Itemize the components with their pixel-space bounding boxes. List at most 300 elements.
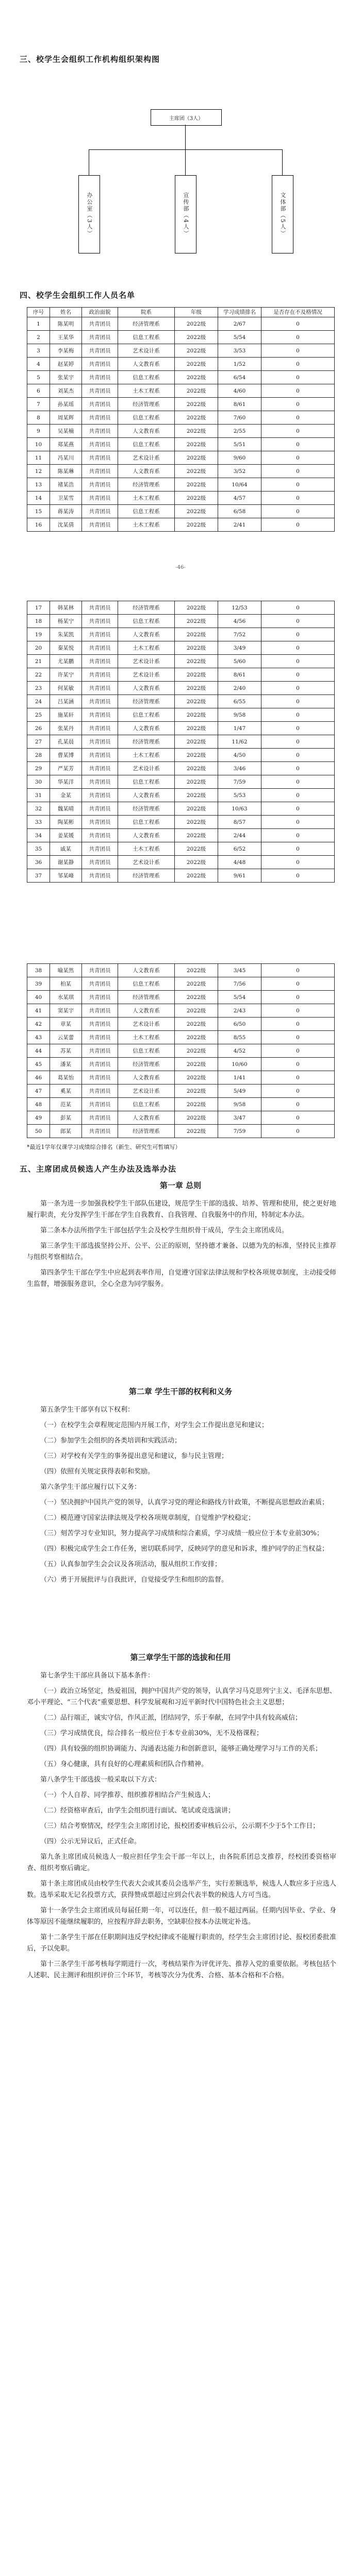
table-cell: 0 — [261, 331, 335, 344]
paragraph: （四）具有较强的组织协调能力、沟通表达能力和创新意识，能够正确处理学习与工作的关系； — [40, 1745, 322, 1753]
table-cell: 信息工程系 — [118, 1044, 175, 1058]
paragraph: （四）积极完成学生会工作任务，密切联系同学，反映同学的意见和诉求，维护同学的正当权益； — [40, 1545, 329, 1553]
table-row — [27, 977, 335, 991]
table-cell: 0 — [261, 1111, 335, 1125]
table-row — [27, 398, 335, 411]
table-row — [27, 1125, 335, 1138]
table-cell: 7 — [27, 398, 50, 411]
table-cell: 共青团员 — [82, 775, 118, 789]
table-cell: 2022级 — [175, 682, 218, 695]
paragraph: 第九条主席团成员候选人一般应担任学生会干部一年以上，由各院系团总支推荐，经校团委资格审查、组织考察后确定。 — [27, 1853, 336, 1872]
table-cell: 33 — [27, 816, 50, 829]
table-cell: 5/51 — [218, 438, 261, 451]
table-cell: 26 — [27, 722, 50, 735]
table-cell: 施某轩 — [50, 708, 82, 722]
table-cell: 6/55 — [218, 695, 261, 708]
table-cell: 杨某宁 — [50, 615, 82, 628]
table-cell: 7/60 — [218, 411, 261, 425]
table-cell: 3 — [27, 344, 50, 358]
paragraph: （一）坚决拥护中国共产党的领导，认真学习党的理论和路线方针政策，不断提高思想政治素质； — [40, 1499, 329, 1506]
table-cell: 3/46 — [218, 762, 261, 775]
table-cell: 人文教育系 — [118, 789, 175, 802]
table-cell: 8/61 — [218, 398, 261, 411]
table-cell: 8/57 — [218, 816, 261, 829]
table-cell: 7/59 — [218, 775, 261, 789]
chapter2-title: 第二章 学生干部的权利和义务 — [128, 1387, 233, 1396]
table-cell: 10/63 — [218, 802, 261, 816]
table-cell: 7/52 — [218, 628, 261, 641]
table-cell: 0 — [261, 411, 335, 425]
table-cell: 5/54 — [218, 991, 261, 1004]
table-cell: 0 — [261, 1031, 335, 1044]
table-cell: 17 — [27, 601, 50, 615]
paragraph: 第十二条学生干部在任职期间违反学校纪律或不能履行职责的，经学生会主席团讨论、报校团委批准后，予以免职。 — [27, 1934, 336, 1953]
table-row — [27, 1018, 335, 1031]
table-cell: 经济管理系 — [118, 802, 175, 816]
table-cell: 43 — [27, 1031, 50, 1044]
table-cell: 5/54 — [218, 331, 261, 344]
table-cell: 魏某晴 — [50, 802, 82, 816]
table-cell: 2022级 — [175, 708, 218, 722]
table-cell: 12/53 — [218, 601, 261, 615]
table-cell: 共青团员 — [82, 518, 118, 532]
table-cell: 经济管理系 — [118, 695, 175, 708]
table-cell: 土木工程系 — [118, 1031, 175, 1044]
table-row — [27, 802, 335, 816]
table-cell: 共青团员 — [82, 802, 118, 816]
table-cell: 2022级 — [175, 655, 218, 668]
table-cell: 郑某燕 — [50, 438, 82, 451]
table-cell: 土木工程系 — [118, 641, 175, 655]
table-header-cell: 院系 — [118, 308, 175, 317]
table-cell: 信息工程系 — [118, 438, 175, 451]
table-cell: 共青团员 — [82, 411, 118, 425]
table-cell: 共青团员 — [82, 842, 118, 856]
table-cell: 共青团员 — [82, 451, 118, 465]
table-cell: 2022级 — [175, 1004, 218, 1018]
section4-title: 四、校学生会组织工作人员名单 — [20, 291, 136, 300]
table-cell: 姜某媛 — [50, 829, 82, 842]
paragraph: （三）对学校有关学生的事务提出意见和建议，参与民主管理； — [40, 1452, 228, 1460]
table-cell: 王某华 — [50, 331, 82, 344]
table-cell: 张某宇 — [50, 371, 82, 384]
table-cell: 2022级 — [175, 1111, 218, 1125]
table-cell: 经济管理系 — [118, 478, 175, 492]
table-cell: 共青团员 — [82, 682, 118, 695]
paragraph: （二）参加学生会组织的各类培训和实践活动； — [40, 1437, 182, 1445]
table-cell: 2022级 — [175, 1044, 218, 1058]
table-row — [27, 358, 335, 371]
table-cell: 8/55 — [218, 1031, 261, 1044]
table-row — [27, 331, 335, 344]
table-cell: 人文教育系 — [118, 682, 175, 695]
table-cell: 共青团员 — [82, 492, 118, 505]
table-cell: 共青团员 — [82, 1004, 118, 1018]
table-cell: 13 — [27, 478, 50, 492]
paragraph: （二）模范遵守国家法律法规及学校各项规章制度，自觉维护学校稳定； — [40, 1514, 255, 1522]
paragraph: 第四条学生干部在学生中应起到表率作用，自觉遵守国家法律法规和学校各项规章制度，主动接受师生监督，增强服务意识，全心全意为同学服务。 — [27, 1269, 336, 1288]
table-cell: 陈某琳 — [50, 465, 82, 478]
table-cell: 0 — [261, 668, 335, 682]
table-cell: 0 — [261, 438, 335, 451]
table-cell: 0 — [261, 789, 335, 802]
table-cell: 谢某静 — [50, 856, 82, 869]
table-cell: 共青团员 — [82, 615, 118, 628]
table-cell: 严某芳 — [50, 762, 82, 775]
table-cell: 37 — [27, 869, 50, 883]
table-cell: 39 — [27, 977, 50, 991]
table-cell: 2022级 — [175, 358, 218, 371]
table-cell: 8 — [27, 411, 50, 425]
table-cell: 3/49 — [218, 641, 261, 655]
paragraph: （二）经资格审查后，由学生会组织进行面试、笔试或竞选演讲； — [40, 1807, 235, 1815]
table-cell: 0 — [261, 384, 335, 398]
table-cell: 孔某晨 — [50, 735, 82, 749]
table-cell: 0 — [261, 842, 335, 856]
table-cell: 2022级 — [175, 465, 218, 478]
table-cell: 卫某雪 — [50, 492, 82, 505]
table-cell: 6/50 — [218, 1018, 261, 1031]
table-cell: 0 — [261, 641, 335, 655]
paragraph: 第一条为进一步加强我校学生干部队伍建设，规范学生干部的选拔、培养、管理和使用，使之更好地履行职责，充分发挥学生干部在学生自我教育、自我管理、自我服务中的作用，特制定本办法。 — [27, 1200, 336, 1219]
table-cell: 经济管理系 — [118, 869, 175, 883]
table-cell: 共青团员 — [82, 964, 118, 977]
table-cell: 共青团员 — [82, 344, 118, 358]
table-cell: 信息工程系 — [118, 615, 175, 628]
table-row — [27, 615, 335, 628]
table-cell: 共青团员 — [82, 425, 118, 438]
table-cell: 0 — [261, 344, 335, 358]
table-cell: 信息工程系 — [118, 816, 175, 829]
paragraph: （六）勇于开展批评与自我批评，自觉接受学生和组织的监督。 — [40, 1576, 228, 1584]
table-cell: 曹某博 — [50, 749, 82, 762]
table-cell: 吕某涵 — [50, 695, 82, 708]
table-cell: 2/44 — [218, 829, 261, 842]
table-cell: 44 — [27, 1044, 50, 1058]
table-cell: 吴某楠 — [50, 425, 82, 438]
roster-table-3 — [27, 963, 335, 1138]
table-cell: 2022级 — [175, 856, 218, 869]
table-cell: 0 — [261, 816, 335, 829]
table-cell: 0 — [261, 964, 335, 977]
table-cell: 9 — [27, 425, 50, 438]
table-cell: 共青团员 — [82, 816, 118, 829]
table-cell: 共青团员 — [82, 708, 118, 722]
chapter3-title: 第三章学生干部的选拔和任用 — [130, 1653, 231, 1662]
paragraph: （五）身心健康，具有良好的心理素质和团队合作精神。 — [40, 1760, 208, 1768]
table-row — [27, 749, 335, 762]
paragraph: （五）认真参加学生会会议及各项活动，服从组织工作安排； — [40, 1561, 222, 1568]
table-cell: 0 — [261, 1018, 335, 1031]
table-cell: 2022级 — [175, 615, 218, 628]
table-cell: 韩某林 — [50, 601, 82, 615]
table-cell: 0 — [261, 317, 335, 331]
table-cell: 34 — [27, 829, 50, 842]
table-cell: 0 — [261, 1071, 335, 1084]
table-cell: 10 — [27, 438, 50, 451]
table-row — [27, 317, 335, 331]
table-cell: 2022级 — [175, 802, 218, 816]
paragraph: 第十条主席团成员由校学生代表大会或其委员会选举产生，实行差额选举，候选人人数应多于应选人数。选举采取无记名投票方式，获得赞成票超过应到会代表半数的候选人方可当选。 — [27, 1880, 336, 1899]
table-cell: 张某丹 — [50, 722, 82, 735]
table-cell: 共青团员 — [82, 641, 118, 655]
table-cell: 2022级 — [175, 775, 218, 789]
table-cell: 共青团员 — [82, 695, 118, 708]
table-row — [27, 789, 335, 802]
table-cell: 人文教育系 — [118, 722, 175, 735]
table-row — [27, 492, 335, 505]
table-cell: 何某敏 — [50, 682, 82, 695]
table-cell: 2022级 — [175, 411, 218, 425]
table-cell: 陶某彬 — [50, 816, 82, 829]
table-cell: 2022级 — [175, 628, 218, 641]
table-cell: 信息工程系 — [118, 505, 175, 518]
table-cell: 共青团员 — [82, 465, 118, 478]
table-cell: 2022级 — [175, 1058, 218, 1071]
table-row — [27, 518, 335, 532]
paragraph: （三）刻苦学习专业知识，努力提高学习成绩和综合素质，学习成绩一般应位于本专业前30%； — [40, 1530, 323, 1537]
table-cell: 1 — [27, 317, 50, 331]
table-cell: 窦某宇 — [50, 1004, 82, 1018]
table-row — [27, 964, 335, 977]
table-cell: 艺术设计系 — [118, 655, 175, 668]
table-cell: 27 — [27, 735, 50, 749]
table-cell: 9/58 — [218, 708, 261, 722]
table-cell: 2022级 — [175, 425, 218, 438]
table-row — [27, 1031, 335, 1044]
table-cell: 邹某峰 — [50, 869, 82, 883]
table-cell: 0 — [261, 1044, 335, 1058]
table-cell: 0 — [261, 358, 335, 371]
table-row — [27, 384, 335, 398]
table-cell: 2022级 — [175, 601, 218, 615]
table-cell: 艺术设计系 — [118, 344, 175, 358]
table-cell: 2022级 — [175, 451, 218, 465]
table-cell: 人文教育系 — [118, 1071, 175, 1084]
table-cell: 华某洋 — [50, 775, 82, 789]
table-cell: 10/64 — [218, 478, 261, 492]
table-cell: 冯某川 — [50, 451, 82, 465]
paragraph: （三）结合考察情况，经学生会主席团讨论，报校团委审核后公示，公示期不少于5个工作日； — [40, 1822, 320, 1830]
table-row — [27, 735, 335, 749]
table-row — [27, 505, 335, 518]
table-cell: 共青团员 — [82, 478, 118, 492]
table-cell: 3/45 — [218, 964, 261, 977]
table-cell: 0 — [261, 1004, 335, 1018]
table-cell: 0 — [261, 518, 335, 532]
table-cell: 35 — [27, 842, 50, 856]
table-row — [27, 816, 335, 829]
table-cell: 艺术设计系 — [118, 856, 175, 869]
table-cell: 28 — [27, 749, 50, 762]
table-cell: 信息工程系 — [118, 977, 175, 991]
table-cell: 共青团员 — [82, 317, 118, 331]
table-cell: 20 — [27, 641, 50, 655]
table-cell: 15 — [27, 505, 50, 518]
table-cell: 2022级 — [175, 695, 218, 708]
table-cell: 信息工程系 — [118, 775, 175, 789]
table-cell: 16 — [27, 518, 50, 532]
table-cell: 6/52 — [218, 842, 261, 856]
table-cell: 艺术设计系 — [118, 762, 175, 775]
table-cell: 23 — [27, 682, 50, 695]
table-cell: 0 — [261, 695, 335, 708]
table-cell: 2022级 — [175, 505, 218, 518]
table-cell: 2/40 — [218, 682, 261, 695]
table-cell: 尤某鹏 — [50, 655, 82, 668]
table-row — [27, 1071, 335, 1084]
table-cell: 11 — [27, 451, 50, 465]
table-cell: 艺术设计系 — [118, 1084, 175, 1098]
table-cell: 2022级 — [175, 869, 218, 883]
table-row — [27, 842, 335, 856]
table-cell: 李某梅 — [50, 344, 82, 358]
chapter1-body — [27, 1198, 336, 1294]
table-cell: 14 — [27, 492, 50, 505]
table-cell: 人文教育系 — [118, 1004, 175, 1018]
table-cell: 郎某 — [50, 1125, 82, 1138]
table-cell: 0 — [261, 505, 335, 518]
table-header-cell: 学习成绩排名 — [218, 308, 261, 317]
table-cell: 2022级 — [175, 964, 218, 977]
table-cell: 0 — [261, 1058, 335, 1071]
table-row — [27, 856, 335, 869]
table-cell: 2022级 — [175, 1018, 218, 1031]
table-row — [27, 1004, 335, 1018]
table-note: *最近1学年仅课学习成绩综合排名（新生、研究生可暂填写） — [27, 1144, 181, 1150]
table-cell: 4/48 — [218, 856, 261, 869]
table-cell: 12 — [27, 465, 50, 478]
table-cell: 葛某怡 — [50, 1071, 82, 1084]
table-cell: 人文教育系 — [118, 628, 175, 641]
table-cell: 水某琪 — [50, 991, 82, 1004]
chapter1-title: 第一章 总则 — [159, 1181, 202, 1190]
table-cell: 2022级 — [175, 991, 218, 1004]
table-cell: 信息工程系 — [118, 1098, 175, 1111]
table-cell: 2/41 — [218, 518, 261, 532]
table-cell: 5/49 — [218, 1084, 261, 1098]
table-cell: 0 — [261, 682, 335, 695]
table-row — [27, 1111, 335, 1125]
table-cell: 人文教育系 — [118, 465, 175, 478]
paragraph: 第十三条学生干部考核每学期进行一次，考核结果作为评优评先、推荐入党的重要依据。考核包括个人述职、民主测评和组织评价三个环节，考核等次分为优秀、合格、基本合格和不合格。 — [27, 1960, 336, 1979]
table-row — [27, 344, 335, 358]
org-box-publicity: 宣传部（4人） — [175, 175, 196, 253]
table-cell: 6/54 — [218, 371, 261, 384]
table-cell: 3/53 — [218, 344, 261, 358]
table-row — [27, 655, 335, 668]
table-cell: 36 — [27, 856, 50, 869]
table-cell: 0 — [261, 628, 335, 641]
table-row — [27, 411, 335, 425]
table-cell: 2022级 — [175, 492, 218, 505]
table-cell: 25 — [27, 708, 50, 722]
table-cell: 许某宁 — [50, 668, 82, 682]
table-cell: 5 — [27, 371, 50, 384]
table-cell: 0 — [261, 977, 335, 991]
table-cell: 共青团员 — [82, 384, 118, 398]
table-cell: 经济管理系 — [118, 317, 175, 331]
table-cell: 49 — [27, 1111, 50, 1125]
table-cell: 共青团员 — [82, 1098, 118, 1111]
table-cell: 戚某 — [50, 842, 82, 856]
table-cell: 信息工程系 — [118, 708, 175, 722]
table-cell: 4/56 — [218, 615, 261, 628]
table-cell: 柏某 — [50, 977, 82, 991]
table-cell: 0 — [261, 465, 335, 478]
table-cell: 奚某 — [50, 1084, 82, 1098]
table-cell: 褚某浩 — [50, 478, 82, 492]
table-cell: 共青团员 — [82, 869, 118, 883]
roster-table-2 — [27, 601, 335, 883]
table-cell: 47 — [27, 1084, 50, 1098]
table-cell: 共青团员 — [82, 1084, 118, 1098]
table-cell: 共青团员 — [82, 331, 118, 344]
table-cell: 人文教育系 — [118, 829, 175, 842]
table-cell: 2022级 — [175, 478, 218, 492]
table-cell: 5/53 — [218, 789, 261, 802]
table-cell: 2/67 — [218, 317, 261, 331]
table-row — [27, 641, 335, 655]
table-header-cell: 姓名 — [50, 308, 82, 317]
table-cell: 土木工程系 — [118, 518, 175, 532]
table-row — [27, 371, 335, 384]
table-cell: 共青团员 — [82, 991, 118, 1004]
table-cell: 38 — [27, 964, 50, 977]
table-cell: 共青团员 — [82, 655, 118, 668]
table-cell: 46 — [27, 1071, 50, 1084]
table-cell: 2022级 — [175, 977, 218, 991]
table-cell: 土木工程系 — [118, 492, 175, 505]
table-cell: 秦某悦 — [50, 641, 82, 655]
table-cell: 5/60 — [218, 655, 261, 668]
table-cell: 0 — [261, 775, 335, 789]
paragraph: （四）依照有关规定获得表彰和奖励。 — [40, 1468, 155, 1476]
table-cell: 3/52 — [218, 465, 261, 478]
table-cell: 喻某然 — [50, 964, 82, 977]
table-cell: 31 — [27, 789, 50, 802]
table-cell: 金某 — [50, 789, 82, 802]
table-cell: 29 — [27, 762, 50, 775]
table-cell: 共青团员 — [82, 1111, 118, 1125]
table-cell: 周某辉 — [50, 411, 82, 425]
table-row — [27, 1044, 335, 1058]
table-cell: 共青团员 — [82, 1071, 118, 1084]
table-cell: 潘某 — [50, 1058, 82, 1071]
table-cell: 10/60 — [218, 1058, 261, 1071]
table-cell: 2022级 — [175, 829, 218, 842]
table-cell: 0 — [261, 869, 335, 883]
table-cell: 19 — [27, 628, 50, 641]
table-row — [27, 601, 335, 615]
table-cell: 2022级 — [175, 1098, 218, 1111]
table-cell: 2022级 — [175, 438, 218, 451]
table-row — [27, 465, 335, 478]
table-cell: 7/59 — [218, 1125, 261, 1138]
table-row — [27, 762, 335, 775]
table-cell: 共青团员 — [82, 398, 118, 411]
table-cell: 2 — [27, 331, 50, 344]
table-cell: 0 — [261, 615, 335, 628]
table-cell: 艺术设计系 — [118, 451, 175, 465]
table-cell: 45 — [27, 1058, 50, 1071]
table-cell: 0 — [261, 1098, 335, 1111]
table-cell: 48 — [27, 1098, 50, 1111]
chapter2-body — [27, 1404, 336, 1590]
table-cell: 共青团员 — [82, 1058, 118, 1071]
table-row — [27, 425, 335, 438]
paragraph: 第三条学生干部选拔坚持公开、公平、公正的原则，坚持德才兼备、以德为先的标准，坚持民主推荐与组织考察相结合。 — [27, 1242, 336, 1261]
